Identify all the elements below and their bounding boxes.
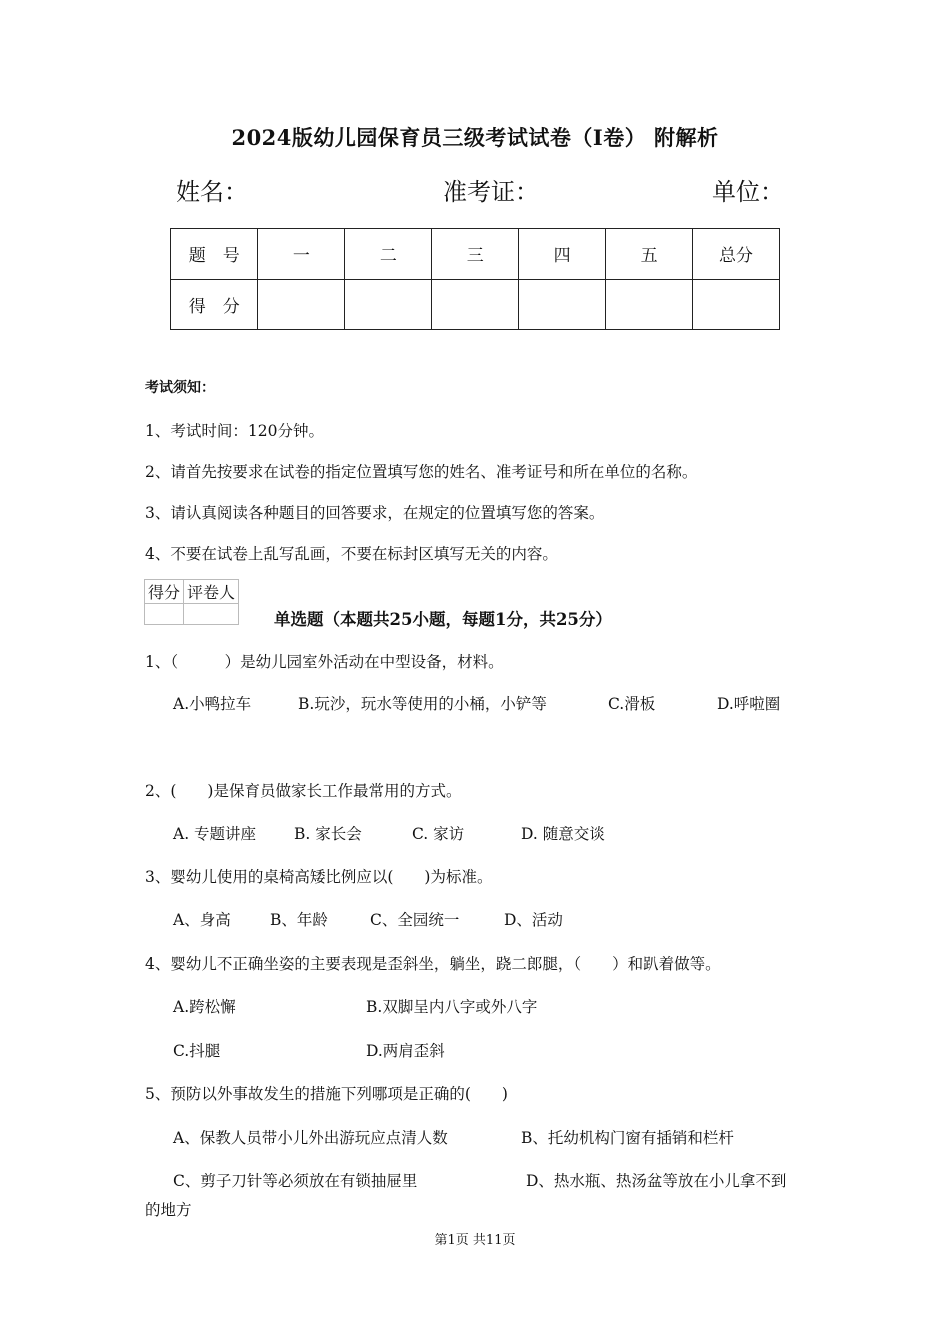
question-option[interactable]: A.跨松懈 bbox=[173, 998, 236, 1016]
score-input-cell[interactable] bbox=[606, 279, 693, 330]
question-option[interactable]: A.小鸭拉车 bbox=[173, 695, 252, 713]
question-option[interactable]: A. 专题讲座 bbox=[173, 825, 257, 843]
score-table-cell: 三 bbox=[432, 229, 519, 280]
question-option[interactable]: D.两肩歪斜 bbox=[366, 1042, 445, 1060]
page-title: 2024版幼儿园保育员三级考试试卷（I卷） 附解析 bbox=[231, 125, 719, 150]
question-option[interactable]: A、保教人员带小儿外出游玩应点清人数 bbox=[173, 1129, 448, 1147]
notice-item: 3、请认真阅读各种题目的回答要求，在规定的位置填写您的答案。 bbox=[145, 504, 605, 522]
question-option[interactable]: C、剪子刀针等必须放在有锁抽屉里 bbox=[173, 1172, 418, 1190]
grader-box-grader-label: 评卷人 bbox=[184, 580, 239, 604]
question-stem: 3、婴幼儿使用的桌椅高矮比例应以( )为标准。 bbox=[145, 868, 493, 886]
question-option[interactable]: C. 家访 bbox=[412, 825, 465, 843]
score-table bbox=[170, 228, 780, 330]
score-input-cell[interactable] bbox=[432, 279, 519, 330]
score-table-cell: 二 bbox=[345, 229, 432, 280]
score-table-cell: 得 分 bbox=[171, 279, 258, 330]
question-option[interactable]: D、热水瓶、热汤盆等放在小儿拿不到 bbox=[526, 1172, 787, 1190]
score-table-cell: 总分 bbox=[693, 229, 780, 280]
question-option[interactable]: C.滑板 bbox=[608, 695, 656, 713]
score-table-cell: 五 bbox=[606, 229, 693, 280]
section-heading: 单选题（本题共25小题，每题1分，共25分） bbox=[274, 610, 612, 629]
question-option[interactable]: A、身高 bbox=[173, 911, 231, 929]
question-stem: 4、婴幼儿不正确坐姿的主要表现是歪斜坐，躺坐，跷二郎腿，（ ）和趴着做等。 bbox=[145, 955, 721, 973]
question-stem: 1、（ ）是幼儿园室外活动在中型设备，材料。 bbox=[145, 653, 504, 671]
score-table-cell: 一 bbox=[258, 229, 345, 280]
question-option[interactable]: C.抖腿 bbox=[173, 1042, 221, 1060]
question-option[interactable]: D. 随意交谈 bbox=[521, 825, 605, 843]
question-option[interactable]: B.双脚呈内八字或外八字 bbox=[366, 998, 538, 1016]
grader-box-grader-input[interactable] bbox=[184, 604, 239, 625]
question-stem: 2、( )是保育员做家长工作最常用的方式。 bbox=[145, 782, 462, 800]
question-option[interactable]: C、全园统一 bbox=[370, 911, 460, 929]
score-input-cell[interactable] bbox=[345, 279, 432, 330]
notice-item: 2、请首先按要求在试卷的指定位置填写您的姓名、准考证号和所在单位的名称。 bbox=[145, 463, 698, 481]
exam-id-field-label: 准考证： bbox=[443, 178, 539, 206]
score-table-header-row bbox=[171, 229, 780, 280]
score-table-score-row bbox=[171, 279, 780, 330]
question-option[interactable]: B.玩沙，玩水等使用的小桶，小铲等 bbox=[298, 695, 547, 713]
score-table-cell: 题 号 bbox=[171, 229, 258, 280]
score-table-cell: 四 bbox=[519, 229, 606, 280]
notice-item: 1、考试时间：120分钟。 bbox=[145, 422, 324, 440]
question-option[interactable]: D.呼啦圈 bbox=[717, 695, 781, 713]
grader-box bbox=[144, 579, 239, 625]
grader-box-score-label: 得分 bbox=[145, 580, 184, 604]
score-input-cell[interactable] bbox=[258, 279, 345, 330]
question-option[interactable]: B. 家长会 bbox=[294, 825, 362, 843]
score-input-cell[interactable] bbox=[519, 279, 606, 330]
score-input-cell[interactable] bbox=[693, 279, 780, 330]
notice-item: 4、不要在试卷上乱写乱画，不要在标封区填写无关的内容。 bbox=[145, 545, 558, 563]
name-field-label: 姓名： bbox=[176, 178, 248, 206]
notice-heading: 考试须知： bbox=[145, 380, 215, 396]
question-stem: 5、预防以外事故发生的措施下列哪项是正确的( ) bbox=[145, 1085, 508, 1103]
question-option[interactable]: D、活动 bbox=[504, 911, 563, 929]
question-option[interactable]: B、托幼机构门窗有插销和栏杆 bbox=[521, 1129, 734, 1147]
question-option[interactable]: B、年龄 bbox=[270, 911, 328, 929]
question-option-continuation: 的地方 bbox=[145, 1201, 192, 1219]
grader-box-score-input[interactable] bbox=[145, 604, 184, 625]
page-footer: 第1页 共11页 bbox=[434, 1233, 516, 1248]
unit-field-label: 单位： bbox=[712, 178, 784, 206]
